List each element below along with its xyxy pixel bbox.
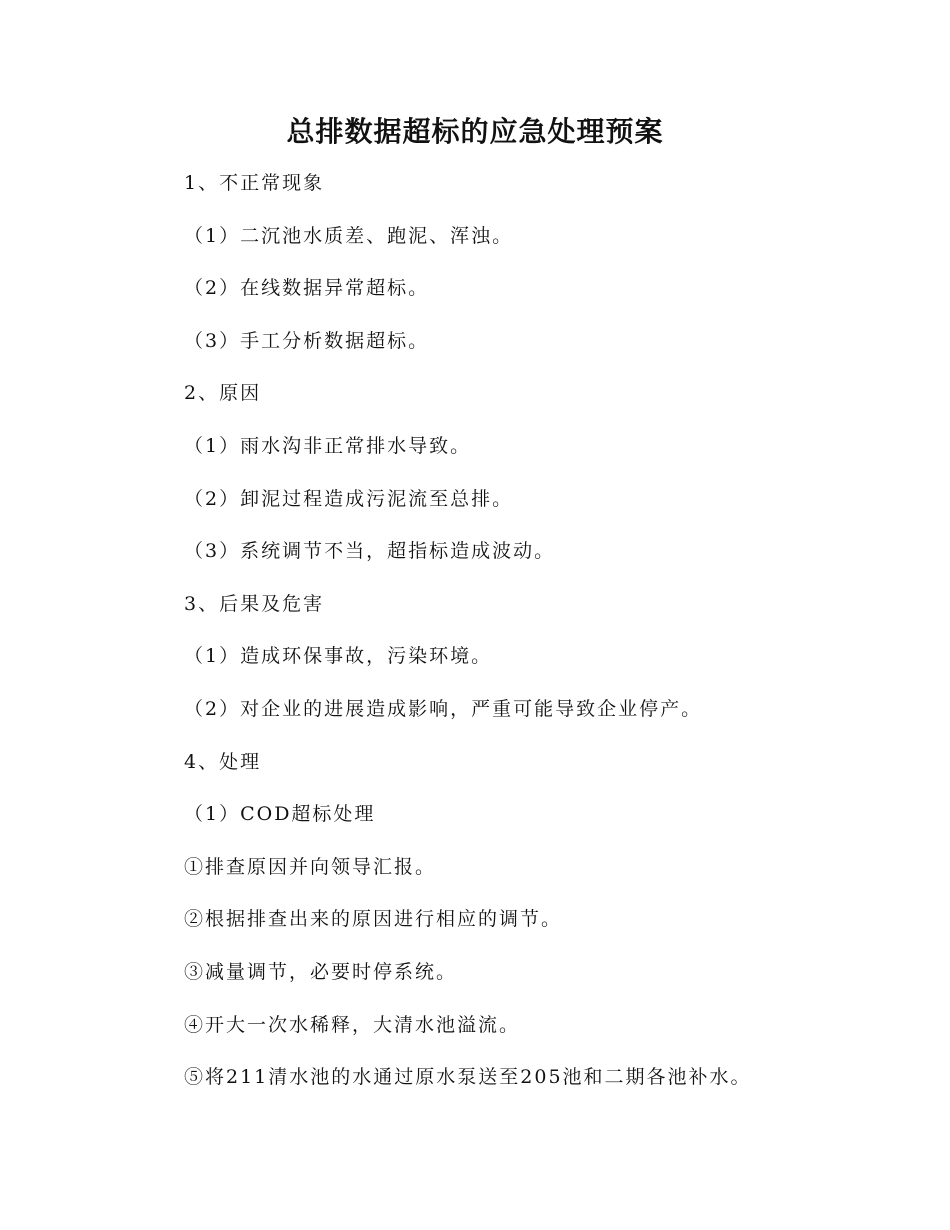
- section-heading-handling: 4、处理: [184, 750, 262, 773]
- list-item: （3）系统调节不当，超指标造成波动。: [184, 540, 556, 563]
- section-heading-cause: 2、原因: [184, 382, 262, 405]
- document-title: 总排数据超标的应急处理预案: [286, 115, 664, 148]
- list-item: （1）造成环保事故，污染环境。: [184, 645, 493, 668]
- list-item: （3）手工分析数据超标。: [184, 329, 430, 352]
- list-item: （2）在线数据异常超标。: [184, 277, 430, 300]
- list-item: （2）对企业的进展造成影响，严重可能导致企业停产。: [184, 697, 703, 720]
- step-item: ①排查原因并向领导汇报。: [184, 855, 437, 878]
- list-item: （1）雨水沟非正常排水导致。: [184, 434, 472, 457]
- step-item: ④开大一次水稀释，大清水池溢流。: [184, 1013, 521, 1036]
- list-item: （1）二沉池水质差、跑泥、浑浊。: [184, 224, 514, 247]
- list-item: （2）卸泥过程造成污泥流至总排。: [184, 487, 514, 510]
- document-body: [184, 167, 884, 1114]
- subsection-heading-cod: （1）COD超标处理: [184, 803, 376, 826]
- step-item: ②根据排查出来的原因进行相应的调节。: [184, 908, 563, 931]
- step-item: ⑤将211清水池的水通过原水泵送至205池和二期各池补水。: [184, 1066, 752, 1089]
- step-item: ③减量调节，必要时停系统。: [184, 960, 458, 983]
- section-heading-consequence: 3、后果及危害: [184, 592, 325, 615]
- section-heading-abnormal: 1、不正常现象: [184, 172, 325, 194]
